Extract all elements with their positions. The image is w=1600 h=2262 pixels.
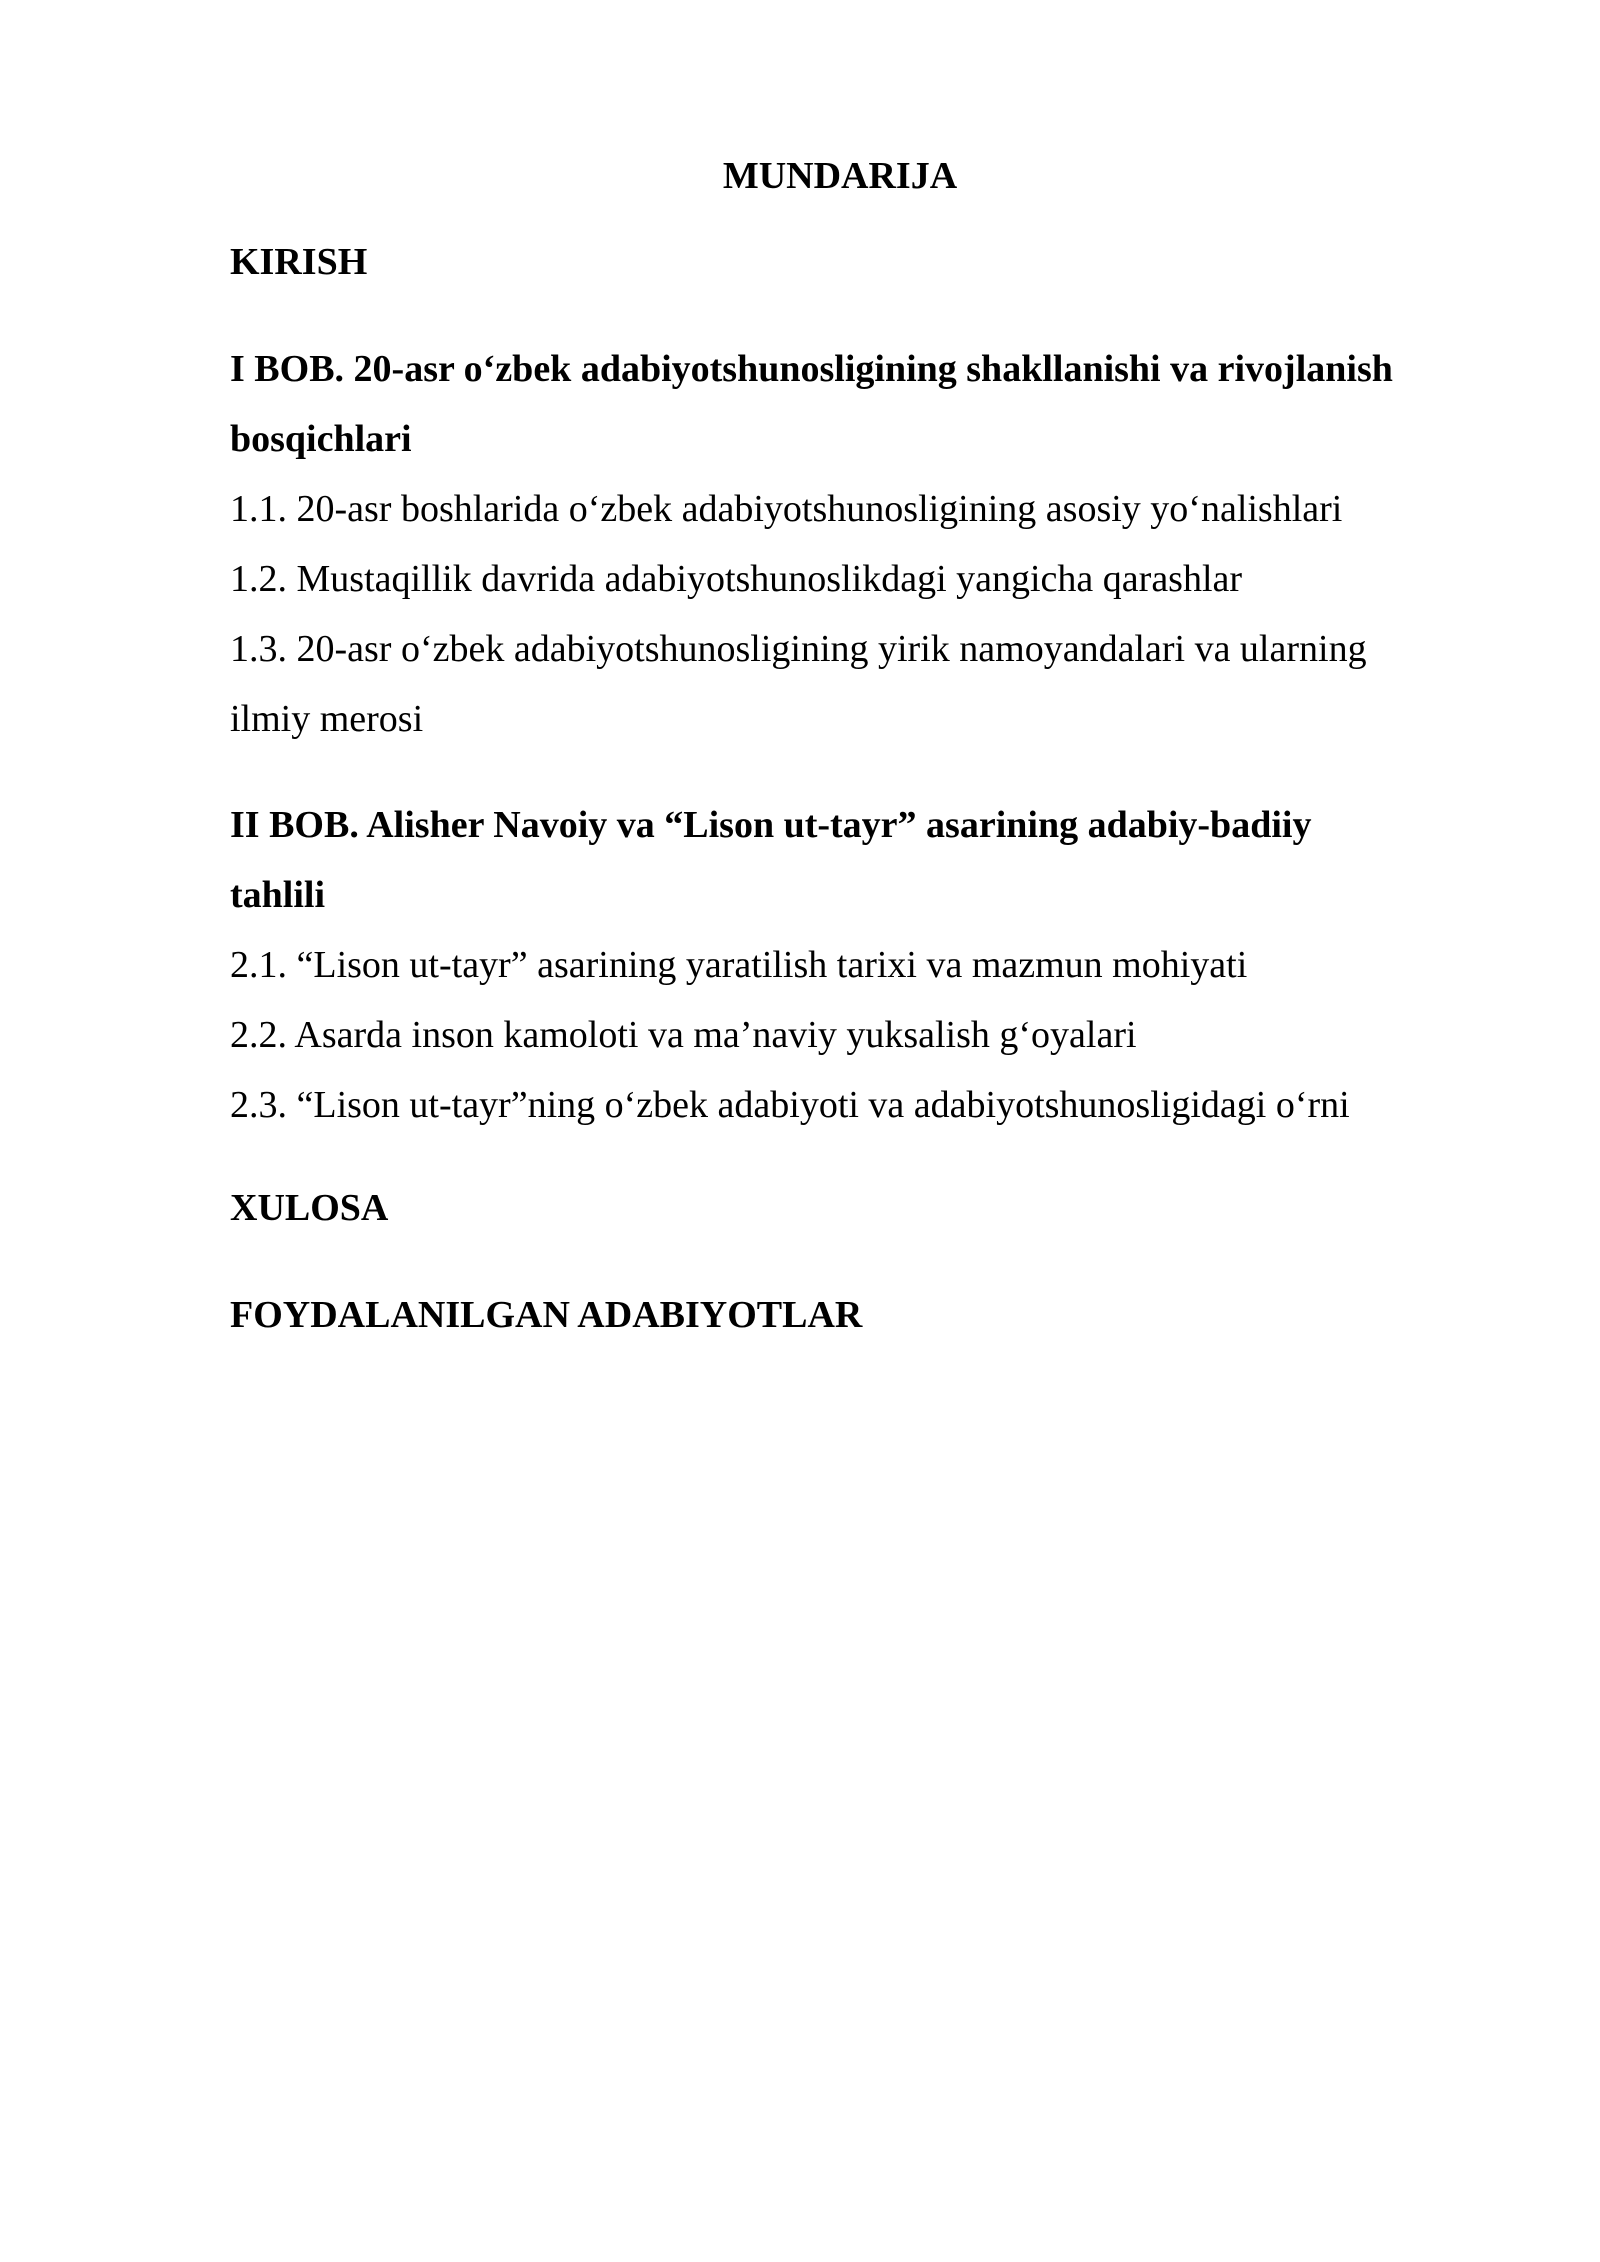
chapter-2-heading-line-1: II BOB. Alisher Navoiy va “Lison ut-tayr” asarining adabiy-badiiy <box>230 804 1312 846</box>
toc-item-1-1: 1.1. 20-asr boshlarida o‘zbek adabiyotshunosligining asosiy yo‘nalishlari <box>230 488 1343 530</box>
toc-conclusion <box>230 1173 1480 1243</box>
toc-item-2-3: 2.3. “Lison ut-tayr”ning o‘zbek adabiyoti va adabiyotshunosligidagi o‘rni <box>230 1084 1350 1126</box>
chapter-1-heading-line-1: I BOB. 20-asr o‘zbek adabiyotshunosligining shakllanishi va rivojlanish <box>230 348 1393 390</box>
toc-item-2-1: 2.1. “Lison ut-tayr” asarining yaratilish tarixi va mazmun mohiyati <box>230 944 1248 986</box>
toc-item-2-2: 2.2. Asarda inson kamoloti va ma’naviy yuksalish g‘oyalari <box>230 1014 1137 1056</box>
chapter-2-heading-line-2: tahlili <box>230 874 326 916</box>
toc-references-label: FOYDALANILGAN ADABIYOTLAR <box>230 1294 863 1336</box>
toc-intro <box>230 227 1480 297</box>
toc-references <box>230 1280 1480 1350</box>
toc-chapter-2 <box>230 790 1480 1140</box>
toc-intro-label: KIRISH <box>230 241 368 283</box>
toc-chapter-1 <box>230 334 1480 754</box>
page-title: MUNDARIJA <box>722 155 958 197</box>
toc-conclusion-label: XULOSA <box>230 1187 389 1229</box>
chapter-1-heading-line-2: bosqichlari <box>230 418 412 460</box>
toc-item-1-3-continued: ilmiy merosi <box>230 698 424 740</box>
toc-item-1-2: 1.2. Mustaqillik davrida adabiyotshunoslikdagi yangicha qarashlar <box>230 558 1243 600</box>
toc-item-1-3: 1.3. 20-asr o‘zbek adabiyotshunosligining yirik namoyandalari va ularning <box>230 628 1367 670</box>
